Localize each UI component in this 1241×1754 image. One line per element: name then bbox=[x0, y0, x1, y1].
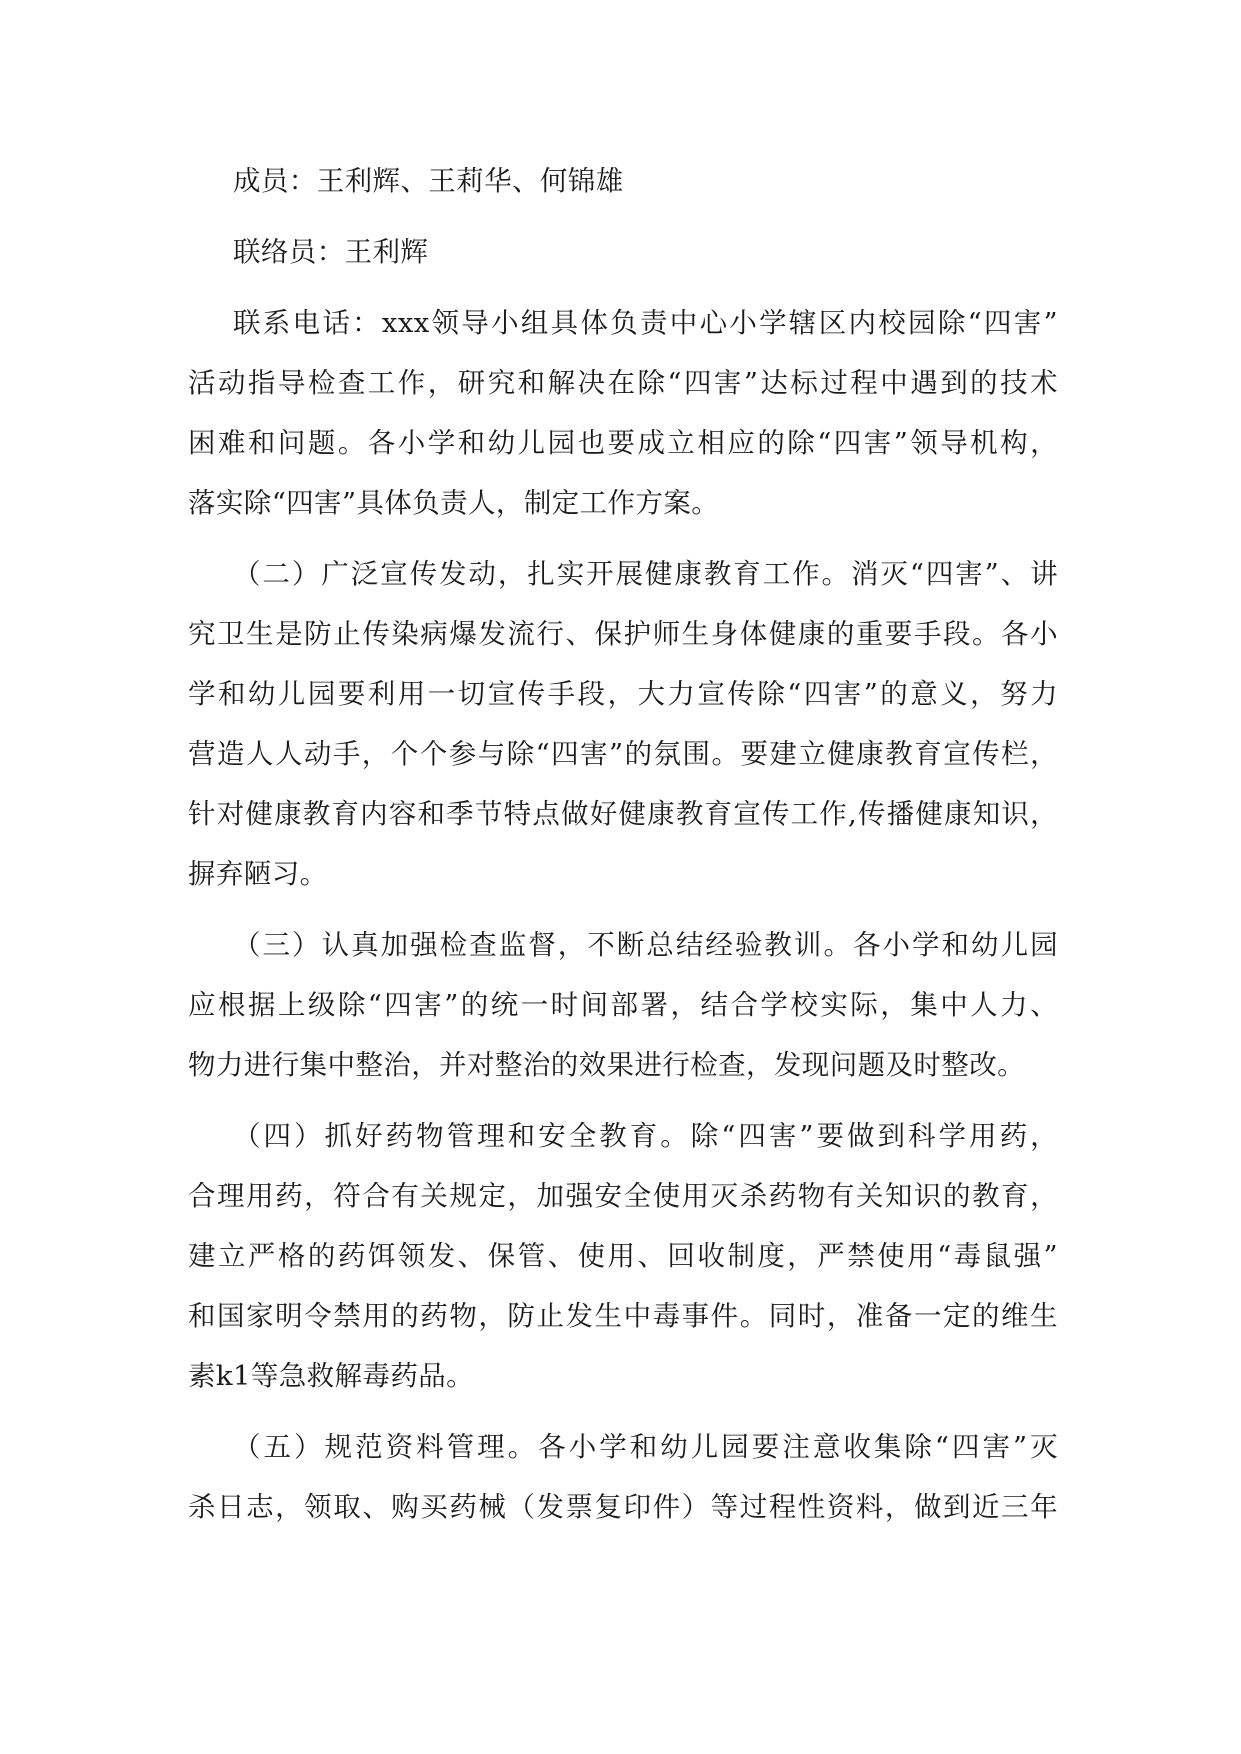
text-line: 和国家明令禁用的药物，防止发生中毒事件。同时，准备一定的维生 bbox=[188, 1300, 1058, 1332]
text-line: 营造人人动手，个个参与除“四害”的氛围。要建立健康教育宣传栏， bbox=[188, 738, 1058, 770]
text-line: 杀日志，领取、购买药械（发票复印件）等过程性资料，做到近三年 bbox=[188, 1491, 1058, 1523]
paragraph-members bbox=[188, 151, 1058, 211]
text-line: 联系电话：xxx领导小组具体负责中心小学辖区内校园除“四害” bbox=[233, 307, 1058, 339]
text-line: 针对健康教育内容和季节特点做好健康教育宣传工作,传播健康知识， bbox=[188, 798, 1058, 830]
text-line: 究卫生是防止传染病爆发流行、保护师生身体健康的重要手段。各小 bbox=[188, 618, 1058, 650]
text-line: 学和幼儿园要利用一切宣传手段，大力宣传除“四害”的意义，努力 bbox=[188, 678, 1058, 710]
text-line: （三）认真加强检查监督，不断总结经验教训。各小学和幼儿园 bbox=[233, 929, 1058, 961]
paragraph-liaison bbox=[188, 222, 1058, 282]
text-line: 物力进行集中整治，并对整治的效果进行检查，发现问题及时整改。 bbox=[188, 1049, 1025, 1081]
paragraph-section-4 bbox=[188, 1106, 1058, 1406]
paragraph-section-2 bbox=[188, 544, 1058, 904]
paragraph-section-3 bbox=[188, 915, 1058, 1095]
text-line: 活动指导检查工作，研究和解决在除“四害”达标过程中遇到的技术 bbox=[188, 367, 1058, 399]
text-line: 成员：王利辉、王莉华、何锦雄 bbox=[233, 165, 624, 197]
text-line: （四）抓好药物管理和安全教育。除“四害”要做到科学用药， bbox=[233, 1120, 1058, 1152]
text-line: 素k1等急救解毒药品。 bbox=[188, 1360, 475, 1392]
paragraph-section-5 bbox=[188, 1417, 1058, 1537]
text-line: 合理用药，符合有关规定，加强安全使用灭杀药物有关知识的教育， bbox=[188, 1180, 1058, 1212]
text-line: 建立严格的药饵领发、保管、使用、回收制度，严禁使用“毒鼠强” bbox=[188, 1240, 1058, 1272]
text-line: 应根据上级除“四害”的统一时间部署，结合学校实际，集中人力、 bbox=[188, 989, 1058, 1021]
text-line: 联络员：王利辉 bbox=[233, 236, 429, 268]
paragraph-contact bbox=[188, 293, 1058, 533]
text-line: （二）广泛宣传发动，扎实开展健康教育工作。消灭“四害”、讲 bbox=[233, 558, 1058, 590]
text-line: （五）规范资料管理。各小学和幼儿园要注意收集除“四害”灭 bbox=[233, 1431, 1058, 1463]
document-body bbox=[188, 151, 1058, 1537]
text-line: 困难和问题。各小学和幼儿园也要成立相应的除“四害”领导机构， bbox=[188, 427, 1058, 459]
text-line: 落实除“四害”具体负责人，制定工作方案。 bbox=[188, 487, 720, 519]
text-line: 摒弃陋习。 bbox=[188, 858, 328, 890]
